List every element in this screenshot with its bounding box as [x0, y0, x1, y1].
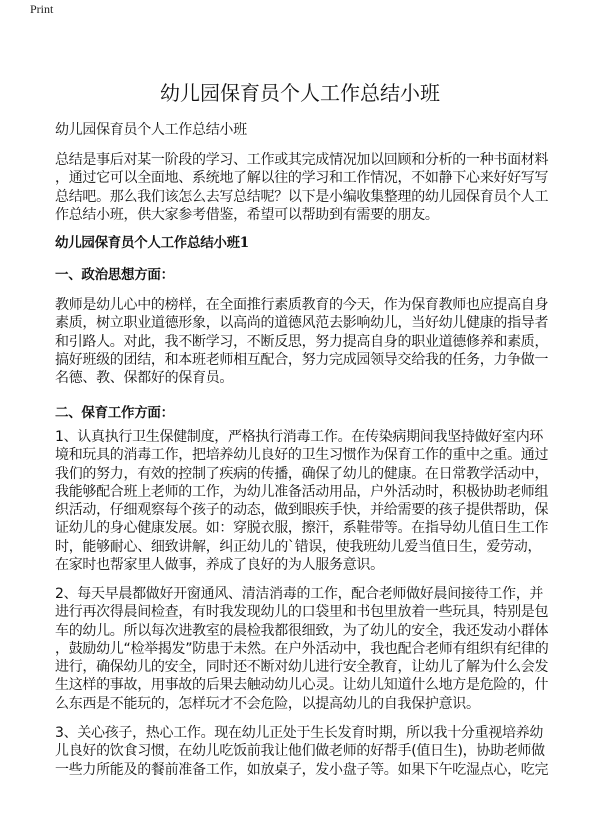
page-title: 幼儿园保育员个人工作总结小班 [160, 81, 440, 105]
text-line: ，通过它可以全面地、系统地了解以往的学习和工作情况，不如静下心来好好写写 [55, 170, 549, 187]
text-line: 进行再次得晨间检查，有时我发现幼儿的口袋里和书包里放着一些玩具，特别是包 [55, 604, 549, 621]
text-line: 证幼儿的身心健康发展。如：穿脱衣服，擦汗，系鞋带等。在指导幼儿值日生工作 [55, 520, 549, 537]
text-line: 我能够配合班上老师的工作，为幼儿准备活动用品，户外活动时，积极协助老师组 [55, 483, 549, 500]
text-line: 教师是幼儿心中的榜样，在全面推行素质教育的今天，作为保育教师也应提高自身 [55, 297, 549, 313]
intro-paragraph [55, 151, 555, 224]
heading-political: 一、政治思想方面： [55, 267, 174, 283]
paragraph-safety [55, 585, 555, 713]
paragraph-care [55, 724, 555, 779]
text-line: 总结是事后对某一阶段的学习、工作或其完成情况加以回顾和分析的一种书面材料 [55, 152, 549, 168]
text-line: 一些力所能及的餐前准备工作，如放桌子，发小盘子等。如果下午吃湿点心，吃完 [55, 761, 549, 778]
text-line: 在家时也帮家里人做事，养成了良好的为人服务意识。 [55, 557, 384, 574]
print-link[interactable]: Print [30, 2, 54, 16]
text-line: 名德、教、保都好的保育员。 [55, 370, 234, 387]
heading-care-work: 二、保育工作方面： [55, 405, 174, 421]
text-line: 生这样的事故，用事故的后果去触动幼儿心灵。让幼儿知道什么地方是危险的，什 [55, 677, 549, 694]
text-line: 车的幼儿。所以每次进教室的晨检我都很细致，为了幼儿的安全，我还发动小群体 [55, 622, 549, 639]
paragraph-political [55, 296, 555, 387]
text-line: 境和玩具的消毒工作，把培养幼儿良好的卫生习惯作为保育工作的重中之重。通过 [55, 447, 549, 464]
text-line: 1、认真执行卫生保健制度，严格执行消毒工作。在传染病期间我坚持做好室内环 [55, 429, 544, 445]
text-line: 素质，树立职业道德形象，以高尚的道德风范去影响幼儿，当好幼儿健康的指导者 [55, 315, 549, 332]
text-line: 织活动，仔细观察每个孩子的动态，做到眼疾手快，并给需要的孩子提供帮助，保 [55, 502, 549, 519]
text-line: 儿良好的饮食习惯，在幼儿吃饭前我让他们做老师的好帮手(值日生)，协助老师做 [55, 743, 545, 760]
text-line: 搞好班级的团结，和本班老师相互配合，努力完成园领导交给我的任务，力争做一 [55, 351, 549, 368]
text-line: 进行，确保幼儿的安全，同时还不断对幼儿进行安全教育，让幼儿了解为什么会发 [55, 659, 549, 676]
text-line: 2、每天早晨都做好开窗通风、清洁消毒的工作，配合老师做好晨间接待工作，并 [55, 586, 544, 602]
subtitle: 幼儿园保育员个人工作总结小班 [55, 122, 247, 138]
text-line: 我们的努力，有效的控制了疾病的传播，确保了幼儿的健康。在日常教学活动中， [55, 465, 549, 482]
paragraph-hygiene [55, 428, 555, 574]
text-line: 时，能够耐心、细致讲解，纠正幼儿的`错误，使我班幼儿爱当值日生，爱劳动， [55, 538, 542, 555]
text-line: 3、关心孩子，热心工作。现在幼儿正处于生长发育时期，所以我十分重视培养幼 [55, 725, 544, 741]
text-line: ，鼓励幼儿“检举揭发”防患于未然。在户外活动中，我也配合老师有组织有纪律的 [55, 640, 549, 657]
text-line: 么东西是不能玩的，怎样玩才不会危险，以提高幼儿的自我保护意识。 [55, 695, 480, 712]
text-line: 和引路人。对此，我不断学习，不断反思，努力提高自身的职业道德修养和素质， [55, 333, 549, 350]
text-line: 总结吧。那么我们该怎么去写总结呢？以下是小编收集整理的幼儿园保育员个人工 [55, 188, 549, 205]
text-line: 作总结小班，供大家参考借鉴，希望可以帮助到有需要的朋友。 [55, 206, 439, 223]
section-title: 幼儿园保育员个人工作总结小班1 [55, 235, 249, 251]
